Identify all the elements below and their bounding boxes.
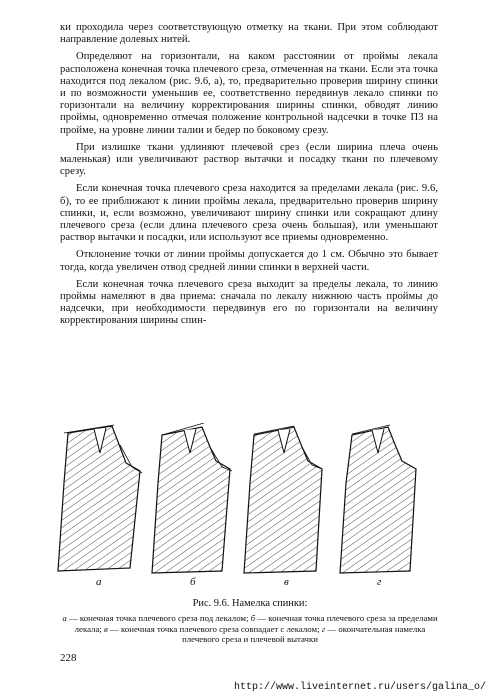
panel-d bbox=[340, 425, 416, 588]
figure-illustration bbox=[54, 423, 444, 601]
paragraph-3: При излишке ткани удлиняют плечевой срез (если ширина плеча очень маленькая) или увеличивают раствор вытачки и посадку ткани по плечевому срезу. bbox=[60, 141, 438, 178]
legend-key-d: г bbox=[321, 623, 326, 634]
figure-caption: Рис. 9.6. Намелка спинки: bbox=[192, 598, 308, 609]
legend-text-b: — конечная точка плечевого среза за пределами лекала; bbox=[74, 613, 438, 634]
panel-b-letter: б bbox=[190, 576, 196, 588]
panel-b bbox=[152, 423, 232, 588]
panel-d-letter: г bbox=[377, 576, 382, 588]
figure-legend bbox=[60, 613, 440, 645]
legend-key-a: а bbox=[62, 613, 67, 623]
paragraph-1: ки проходила через соответствующую отметку на ткани. При этом соблюдают направление долевых нитей. bbox=[60, 22, 438, 46]
legend-key-c: в bbox=[104, 623, 108, 634]
paragraph-6: Если конечная точка плечевого среза выходит за пределы лекала, то линию проймы намеляют в два приема: сначала по лекалу нижнюю часть проймы до надсечки, при необходимости передвинув его по горизонтали на величину корректирования ширины спин- bbox=[60, 278, 438, 327]
page-number: 228 bbox=[60, 652, 77, 664]
watermark-url: http://www.liveinternet.ru/users/galina_o/ bbox=[233, 682, 486, 693]
panel-a bbox=[58, 425, 142, 588]
panel-c bbox=[244, 426, 322, 588]
paragraph-5: Отклонение точки от линии проймы допускается до 1 см. Обычно это бывает тогда, когда увеличен отвод средней линии спинки в верхней части. bbox=[60, 249, 438, 273]
figure-back-marking bbox=[54, 423, 444, 601]
panel-c-letter: в bbox=[284, 576, 289, 588]
legend-text-c: — конечная точка плечевого среза совпадает с лекалом; bbox=[107, 623, 322, 634]
page-body bbox=[60, 22, 438, 328]
paragraph-2: Определяют на горизонтали, на каком расстоянии от проймы лекала расположена конечная точка плечевого среза, отмеченная на ткани. Если эта точка находится под лекалом (рис. 9.6, а), то, предварительно проверив ширину спинки и по возможности уменьшив ее, соответственно передвинув лекало спинки по горизонтали на величину корректирования ширины спинки, обводят линию проймы, одновременно отмечая положение контрольной надсечки в точке П3 на пройме, на уровне линии талии и бедер по боковому срезу. bbox=[60, 51, 438, 136]
paragraph-4: Если конечная точка плечевого среза находится за пределами лекала (рис. 9.6, б), то ее приближают к линии проймы лекала, предварительно проверив ширину спинки, и, если возможно, увеличивают ширину спинки или сокращают длину плечевого среза (если длина плечевого среза очень большая), или уменьшают раствор вытачки и посадки, или используют все приемы одновременно. bbox=[60, 183, 438, 244]
legend-text-a: — конечная точка плечевого среза под лекалом; bbox=[66, 613, 251, 623]
legend-key-b: б bbox=[250, 613, 256, 623]
legend-text-d: — окончательная намелка плечевого среза и плечевой вытачки bbox=[182, 623, 426, 645]
panel-a-letter: а bbox=[96, 576, 102, 588]
